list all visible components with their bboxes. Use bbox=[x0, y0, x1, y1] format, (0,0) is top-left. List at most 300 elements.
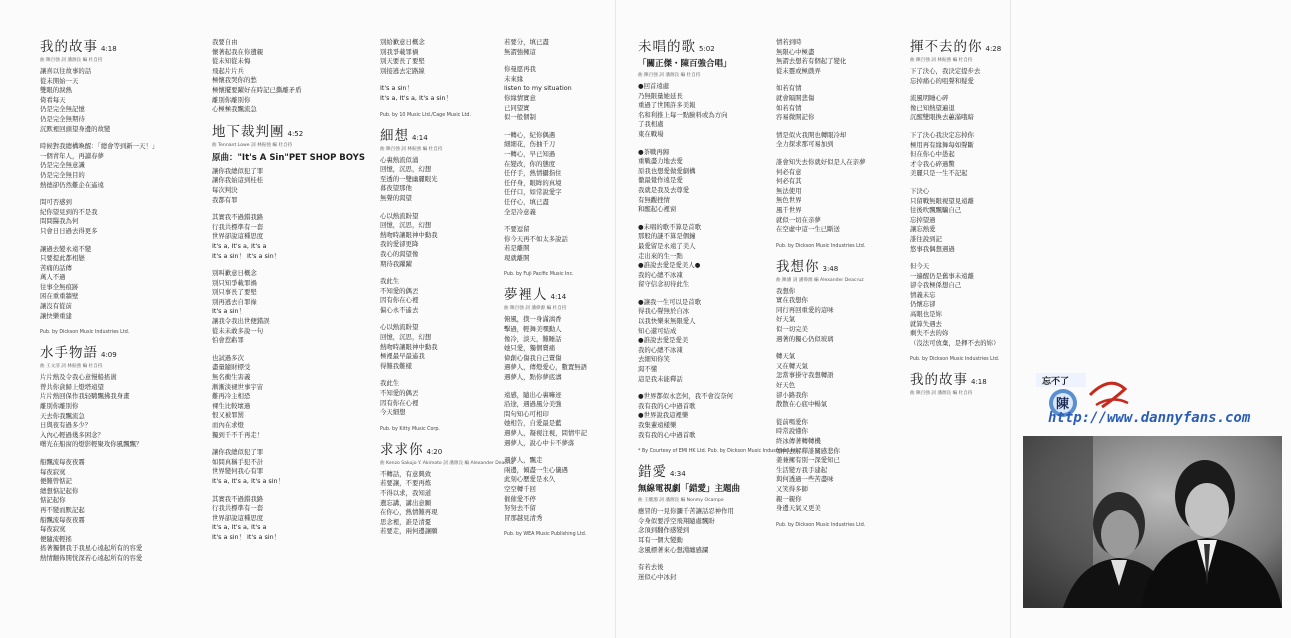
lyric-line: 親一親你 bbox=[776, 494, 802, 503]
lyric-line: 了我相處 bbox=[638, 120, 664, 129]
song-subtitle: 原曲："It's A Sin"PET SHOP BOYS bbox=[212, 152, 365, 163]
lyric-line: 俯風，撲一身滿漓香 bbox=[504, 315, 562, 324]
lyric-line: 總想惦記起你 bbox=[40, 486, 79, 495]
lyric-line: 遺忘講，講出意願 bbox=[380, 498, 432, 507]
lyric-line: 紀你望見到的不是我 bbox=[40, 207, 98, 216]
lyric-line: 無名衝生害義 bbox=[212, 373, 251, 382]
lyric-stanza bbox=[776, 158, 894, 235]
lyric-line: 與何透過一些苦盡味 bbox=[776, 475, 834, 484]
lyric-line: 姜兼擁有別一深愛知已 bbox=[776, 456, 840, 465]
lyric-line: 才令我心碎過驚 bbox=[910, 159, 955, 168]
lyric-line: 極懷擺要躍好在時記已撕離矛盾 bbox=[212, 85, 302, 94]
lyric-line: 此刻心歷愛是永久 bbox=[504, 475, 556, 484]
lyric-stanza bbox=[380, 379, 498, 417]
lyric-line: 偏心永不遙去 bbox=[380, 305, 419, 314]
lyrics-column-4 bbox=[504, 38, 622, 546]
lyric-line: 再不變而默記起 bbox=[40, 505, 85, 514]
logo-text: 忘不了 bbox=[1042, 377, 1070, 387]
lyric-line: 空空轉千回 bbox=[504, 484, 536, 493]
lyric-line: 我都有罪 bbox=[212, 195, 238, 204]
lyric-line: 最愛留是永遠了美人 bbox=[638, 241, 696, 250]
lyric-line: ●回首遠處 bbox=[638, 82, 670, 90]
lyric-line: 我就是我及去尊愛 bbox=[638, 185, 690, 194]
lyric-line: 就似一切在亲夢 bbox=[776, 215, 821, 224]
lyric-line: 她相告，自愛最是藍 bbox=[504, 419, 562, 428]
lyric-line: 只要提此都相戀 bbox=[40, 254, 85, 263]
lyric-line: 重戰盡力地去愛 bbox=[638, 157, 683, 166]
lyric-line: 誰往說到記 bbox=[910, 234, 942, 243]
song-block bbox=[504, 38, 622, 278]
lyric-line: 沿途，遇過風分美強 bbox=[504, 400, 562, 409]
lyric-line: （沒法可放棄，是揮不去的妳） bbox=[910, 338, 1000, 347]
lyric-line: 那般的謎不算是個鐘 bbox=[638, 232, 696, 241]
lyric-stanza bbox=[380, 470, 498, 537]
lyric-line: 似一切完美 bbox=[776, 325, 808, 334]
lyric-line: 留守信念初待此生 bbox=[638, 280, 690, 289]
lyric-line: 任仔心，填已盡 bbox=[504, 197, 549, 206]
lyric-line: It's a sin！ bbox=[380, 84, 414, 93]
song-title-text: 我的故事 bbox=[40, 39, 98, 55]
lyric-line: 仍懷忘卻 bbox=[910, 300, 936, 309]
lyric-line: 任仔身，眼眸的真境 bbox=[504, 178, 562, 187]
song-credits: 曲 王醒鴻 詞 潘源良 編 Nonmy Ocampo bbox=[638, 498, 724, 504]
lyric-line: 熱德卻仍然難企在遙遠 bbox=[40, 180, 104, 189]
lyric-line: 全力探求那可易加到 bbox=[776, 140, 834, 149]
lyric-line: It's a sin！ bbox=[212, 307, 246, 316]
lyric-line: 遇夢人，凝視注視，問情牢記 bbox=[504, 429, 588, 437]
lyric-line: 仍是完全無意識 bbox=[40, 161, 85, 170]
lyric-line: 讓我令我出世便錯誤 bbox=[212, 317, 270, 326]
lyric-line: 全是冷意義 bbox=[504, 207, 536, 216]
lyric-line: 遇夢人，傳燈愛心，數置無語 bbox=[504, 363, 588, 372]
song-block bbox=[638, 463, 756, 582]
lyric-line: 但今天 bbox=[910, 262, 930, 271]
song-title-text: 錯愛 bbox=[638, 464, 667, 481]
lyric-line: 已同望實 bbox=[504, 103, 530, 112]
song-block bbox=[776, 258, 894, 529]
lyric-line: 悠事我偶想遇過 bbox=[910, 244, 955, 253]
lyric-line: 行我共標準有一套 bbox=[212, 222, 264, 231]
lyric-line: 若是離開 bbox=[504, 244, 530, 253]
song-title bbox=[40, 344, 158, 364]
lyric-line: 冒那越見清秀 bbox=[504, 513, 543, 522]
lyric-line: 心極極我飄流急 bbox=[212, 105, 257, 114]
lyric-line: 如若有情 bbox=[776, 84, 802, 93]
lyric-line: 其實我不過錯我路 bbox=[212, 213, 264, 222]
lyric-line: 盡量隨財標受 bbox=[212, 363, 251, 372]
song-duration: 4:14 bbox=[412, 133, 428, 142]
lyric-stanza bbox=[380, 38, 498, 76]
lyric-line: 下了決心我決定忘掉你 bbox=[910, 130, 974, 139]
lyric-line: It's a, It's a, It's a bbox=[212, 523, 267, 532]
lyric-line: It's a, It's a, It's a sin！ bbox=[212, 476, 284, 485]
lyric-line: 只會日日過去得更多 bbox=[40, 226, 98, 235]
song-block bbox=[910, 38, 1028, 363]
lyric-line: 卻令我極係想自己 bbox=[910, 281, 962, 290]
lyric-line: ●誰說去愛是愛美 bbox=[638, 336, 689, 345]
lyric-line: 苦痛的話傳 bbox=[40, 263, 72, 272]
lyric-stanza bbox=[504, 131, 622, 217]
lyric-line: 情義未忘 bbox=[910, 290, 936, 299]
lyrics-column-7 bbox=[910, 38, 1028, 405]
lyric-line: 同行再回重愛的這味 bbox=[776, 305, 834, 314]
lyric-stanza bbox=[910, 187, 1028, 254]
lyric-line: 也試過多次 bbox=[212, 353, 244, 362]
lyric-line: 我的心總不冰凍 bbox=[638, 345, 683, 354]
lyric-line: 困在重重牆壁 bbox=[40, 292, 79, 301]
lyric-line: 我此生 bbox=[380, 277, 400, 286]
publisher-credit: Pub. by Kitty Music Corp. bbox=[380, 426, 440, 432]
lyric-line: 問句知心可相印 bbox=[504, 409, 549, 418]
lyric-stanza bbox=[212, 495, 330, 543]
song-title-text: 地下裁判團 bbox=[212, 123, 285, 140]
lyric-line: 散散在心底中暢氣 bbox=[776, 400, 828, 409]
lyric-line: 又笑得多師 bbox=[776, 484, 808, 493]
lyric-line: 讓快樂重建 bbox=[40, 311, 72, 320]
lyric-line: ●茶戰再歸 bbox=[638, 147, 670, 156]
lyric-line: 搖著獨個我于我星心遠起所有的容愛 bbox=[40, 544, 143, 553]
lyric-line: 思念裡，誰是清憂 bbox=[380, 517, 432, 526]
lyric-line: 每次判決 bbox=[212, 185, 238, 194]
lyric-line: 行我共標準有一套 bbox=[212, 504, 264, 513]
song-duration: 4:18 bbox=[971, 378, 987, 387]
lyric-line: 別叫歉意日概念 bbox=[212, 269, 257, 278]
song-title bbox=[776, 258, 894, 278]
lyric-line: 美麗只是一生不記起 bbox=[910, 169, 968, 178]
lyric-line: 無聲的渴望 bbox=[380, 193, 412, 202]
lyric-stanza bbox=[910, 262, 1028, 348]
lyric-stanza bbox=[910, 67, 1028, 86]
lyric-line: 何必有其 bbox=[776, 177, 802, 186]
song-title-text: 求求你 bbox=[380, 441, 424, 458]
lyric-line: 努努去不留 bbox=[504, 504, 536, 513]
lyric-line: 問問醫我為何 bbox=[40, 217, 79, 226]
lyric-stanza bbox=[638, 298, 756, 384]
lyric-line: 在你心，熱情難再現 bbox=[380, 508, 438, 517]
lyric-stanza bbox=[776, 38, 894, 76]
lyric-line: 有若去後 bbox=[638, 563, 664, 572]
publisher-credit: Pub. by Dickson Music Industries Ltd. bbox=[40, 330, 130, 336]
lyric-line: 曾共你貪歸上燈塔遠望 bbox=[40, 382, 104, 391]
lyric-line: 便隨流輕搖 bbox=[40, 534, 72, 543]
lyric-line: 極懷我哭你的愁 bbox=[212, 76, 257, 85]
song-credits: 曲 陳百強 詞 潘源良 編 杜自持 bbox=[638, 73, 701, 78]
lyric-stanza bbox=[638, 563, 756, 582]
song-title-text: 我想你 bbox=[776, 258, 820, 275]
lyric-stanza bbox=[504, 225, 622, 263]
lyric-line: 別只事長了要堅 bbox=[212, 288, 257, 297]
lyric-line: 沉醒雙眼換去蕙滿哦暗 bbox=[910, 113, 974, 122]
lyric-line: 你緣情實意 bbox=[504, 93, 536, 102]
song-block bbox=[40, 38, 158, 336]
lyric-line: 至透的一雙幽麗眼光 bbox=[380, 174, 438, 183]
lyric-line: 曙光在船窗的燈影輕聚攻你風飄飄？ bbox=[40, 440, 143, 449]
lyric-stanza bbox=[910, 94, 1028, 123]
lyric-line: It's a sin！ It's a sin！ bbox=[212, 251, 281, 260]
song-credits: 曲 Kenzo Sakujo Y. Akimoto 詞 潘源良 編 Alexander Deacruz bbox=[380, 460, 515, 466]
website-url[interactable]: http://www.dannyfans.com bbox=[1048, 410, 1251, 426]
lyric-line: 乃無限量她延長 bbox=[638, 91, 683, 100]
lyric-line: ●未唱的歌不算是首歌 bbox=[638, 222, 702, 231]
lyric-line: 剩失不去的妳 bbox=[910, 329, 949, 338]
lyrics-column-2 bbox=[212, 38, 365, 551]
lyric-line: 好天氣 bbox=[776, 315, 796, 324]
lyrics-column-1 bbox=[40, 38, 158, 572]
song-credits: 曲 Tennant Lowe 詞 林振強 編 杜自持 bbox=[212, 142, 293, 148]
lyric-line: 有無觀挫情 bbox=[638, 195, 670, 204]
song-title bbox=[40, 38, 158, 58]
song-duration: 4:34 bbox=[670, 470, 686, 479]
lyric-stanza bbox=[638, 507, 756, 555]
lyric-line: 不轉話，有意興致 bbox=[380, 469, 432, 478]
lyric-line: 世界卻說這種思度 bbox=[212, 513, 264, 522]
lyric-line: 重過了世開許多美報 bbox=[638, 101, 696, 110]
lyric-line: 暮夜望那他 bbox=[380, 184, 412, 193]
lyric-line: 讓你我始這到桂桂 bbox=[212, 176, 264, 185]
song-duration: 4:09 bbox=[101, 351, 117, 360]
lyric-stanza bbox=[380, 323, 498, 371]
lyric-line: 無限心中極盡 bbox=[776, 47, 815, 56]
lyric-stanza bbox=[504, 391, 622, 449]
lyric-line: 仍是完全無期待 bbox=[40, 114, 85, 123]
lyric-line: 惦記起你 bbox=[40, 496, 66, 505]
lyric-line: 心以熱流盼望 bbox=[380, 211, 419, 220]
lyric-stanza bbox=[380, 277, 498, 315]
lyric-line: 讓你我總似犯了罪 bbox=[212, 448, 264, 457]
lyric-line: 熱情翻佈開恍深若心遠起所有的容愛 bbox=[40, 553, 143, 562]
lyric-line: 生活變方我手建起 bbox=[776, 465, 828, 474]
lyric-line: 你曼愿再我 bbox=[504, 65, 536, 74]
song-title-text: 未唱的歌 bbox=[638, 39, 696, 55]
lyric-line: 從前嗎愛你 bbox=[776, 417, 808, 426]
lyric-line: listen to my situation bbox=[504, 84, 572, 93]
lyric-line: 讓過去變永遠不變 bbox=[40, 244, 92, 253]
lyric-line: 偉創心傷我自己賣傷 bbox=[504, 353, 562, 362]
lyric-line: 就會隔開悲傷 bbox=[776, 93, 815, 102]
lyric-stanza bbox=[40, 245, 158, 322]
song-credits: 曲 陳百強 詞 潘源良 編 杜自持 bbox=[40, 58, 103, 63]
lyric-line: 仍是完全無目的 bbox=[40, 170, 85, 179]
song-block bbox=[212, 38, 330, 115]
lyric-line: 就算失遇去 bbox=[910, 319, 942, 328]
lyric-line: 世界變何我心有罪 bbox=[212, 467, 264, 476]
song-duration: 3:48 bbox=[822, 264, 839, 273]
lyric-line: 不要逗留 bbox=[504, 225, 530, 234]
lyric-line: 現就離開 bbox=[504, 253, 530, 262]
lyric-line: 從未知從未悔 bbox=[212, 57, 251, 66]
song-credits: 曲 陳百強 詞 林振強 編 杜自持 bbox=[380, 146, 443, 152]
lyric-line: 世界卻說這種思度 bbox=[212, 232, 264, 241]
lyric-line: 如何去解釋誰關感悲你 bbox=[776, 446, 840, 455]
lyric-line: 一遍醒仍是舊事未遠離 bbox=[910, 271, 974, 280]
lyric-stanza bbox=[380, 84, 498, 103]
lyric-line: 我有我的心中過首歌 bbox=[638, 430, 696, 439]
lyric-line: 念頂到翻作感變到 bbox=[638, 526, 690, 535]
publisher-credit: Pub. by 10 Music Ltd./Cage Music Ltd. bbox=[380, 112, 471, 118]
lyric-line: 徹最覺作遠是愛 bbox=[638, 176, 683, 185]
lyric-line: 我此生 bbox=[380, 379, 400, 388]
lyric-line: 原我也想愛做愛劇構 bbox=[638, 166, 696, 175]
lyric-stanza bbox=[504, 65, 622, 123]
lyric-line: 去細知你笑 bbox=[638, 355, 670, 364]
lyric-line: 名和利推上每一點臉料或為方向 bbox=[638, 110, 728, 119]
lyric-line: 讓喜以往故事的話 bbox=[40, 67, 92, 75]
lyric-line: 不得以求，我知道 bbox=[380, 489, 432, 497]
lyric-line: 遇夢人，點你夢底濤 bbox=[504, 373, 562, 382]
lyric-line: 細細花，伤抽千刀 bbox=[504, 140, 556, 149]
song-duration: 4:52 bbox=[287, 129, 304, 138]
lyric-line: 得難我難樣 bbox=[380, 361, 412, 370]
lyric-stanza bbox=[40, 142, 158, 190]
lyric-line: 從未靈或極戲弄 bbox=[776, 66, 821, 75]
lyric-line: 若要走，兩何邊讓願 bbox=[380, 527, 438, 536]
lyric-line: 離別你離別你 bbox=[212, 95, 251, 104]
lyric-stanza bbox=[638, 223, 756, 290]
song-title bbox=[910, 371, 1028, 391]
lyric-stanza bbox=[40, 373, 158, 450]
lyric-line: 忘掉望過 bbox=[910, 215, 936, 224]
lyric-stanza bbox=[504, 315, 622, 382]
song-duration: 5:02 bbox=[699, 45, 715, 53]
lyric-line: 催催愛不停 bbox=[504, 494, 536, 503]
song-block bbox=[40, 344, 158, 563]
lyric-line: 每夜寂寞 bbox=[40, 525, 66, 534]
lyric-line: 遇夢人，飄走 bbox=[504, 456, 543, 465]
song-title-text: 揮不去的你 bbox=[910, 39, 983, 55]
lyric-line: 若要分，填已盡 bbox=[504, 38, 549, 46]
lyric-line: 今天細想 bbox=[380, 408, 406, 417]
duo-photo bbox=[1023, 436, 1282, 608]
lyric-line: 回憶，沉思，幻想 bbox=[380, 165, 432, 174]
song-credits: 曲 王文清 詞 林振強 編 杜自持 bbox=[40, 364, 103, 370]
song-block bbox=[380, 127, 498, 433]
lyric-line: 在空虛中這一生已斷送 bbox=[776, 225, 840, 234]
publisher-credit: Pub. by WEA Music Publishing Ltd. bbox=[504, 532, 587, 538]
lyric-stanza bbox=[638, 82, 756, 140]
lyric-line: 得我心聲無於自冰 bbox=[638, 307, 690, 316]
lyric-stanza bbox=[212, 213, 330, 261]
lyric-stanza bbox=[212, 448, 330, 486]
song-title bbox=[504, 286, 622, 306]
lyric-line: 萬人不過 bbox=[40, 273, 66, 282]
lyric-line: 如問真稱手犯不計 bbox=[212, 457, 264, 466]
lyric-line: 在變改，你的態度 bbox=[504, 159, 556, 168]
lyric-line: 我集輩遠樣樂 bbox=[638, 421, 677, 429]
lyric-stanza bbox=[40, 458, 158, 564]
song-duration: 4:28 bbox=[985, 45, 1002, 53]
lyric-line: 心裏熱流似涌 bbox=[380, 155, 419, 164]
lyric-line: 因有你在心裡 bbox=[380, 398, 419, 407]
lyric-stanza bbox=[638, 392, 756, 440]
lyric-stanza bbox=[776, 84, 894, 122]
lyric-line: 一個青年人，再讀春夢 bbox=[40, 151, 104, 160]
lyric-line: 極裡最早最遙我 bbox=[380, 352, 425, 361]
lyric-line: 若要讓，不要再炼 bbox=[380, 479, 432, 488]
lyric-line: 知心還可結成 bbox=[638, 326, 677, 335]
lyric-stanza bbox=[504, 38, 622, 57]
lyric-line: 誰會知失去你就好似是人在亲夢 bbox=[776, 157, 866, 166]
lyric-line: 而內在求燈 bbox=[212, 421, 244, 429]
lyric-line: 一轉心，紀你偶遇 bbox=[504, 130, 556, 139]
lyric-line: 如若有情 bbox=[776, 103, 802, 112]
lyric-line: ●世界說我這裡樂 bbox=[638, 411, 689, 420]
song-block bbox=[380, 441, 515, 537]
lyric-line: 遠感，隨出心裏嘛迹 bbox=[504, 390, 562, 399]
lyric-stanza bbox=[380, 212, 498, 270]
lyric-line: ●誰說去愛是愛美人● bbox=[638, 261, 701, 270]
song-block bbox=[380, 38, 498, 119]
lyric-line: 無謂去想若有個起了變化 bbox=[776, 57, 847, 66]
lyric-line: 未來緣 bbox=[504, 74, 524, 83]
lyric-line: 往事全無痕跡 bbox=[40, 282, 79, 291]
publisher-credit: * By Courtesy of EMI HK Ltd. Pub. by Dickson Music Industries Ltd. bbox=[638, 449, 798, 455]
lyric-line: 這是我未能釋話 bbox=[638, 374, 683, 383]
lyric-line: 片片熱及令我心意慢船搖盪 bbox=[40, 373, 117, 382]
song-credits: 曲 陳潘 詞 潘偉源 編 Alexander Deacruz bbox=[776, 277, 864, 283]
lyric-line: 心以熱流盼望 bbox=[380, 323, 419, 332]
lyric-line: 每夜寂寞 bbox=[40, 467, 66, 476]
lyric-line: 兩邊，傾盡一生心儀遇 bbox=[504, 465, 568, 474]
lyric-line: 只留戰無眼視望見遠離 bbox=[910, 196, 974, 205]
song-credits: 曲 陳百強 詞 潘偉源 編 杜自持 bbox=[504, 306, 567, 312]
lyric-line: 渴不懂 bbox=[638, 365, 658, 374]
lyric-line: ●世界都似永恋何，我不會沒奈何 bbox=[638, 392, 734, 401]
lyric-line: 實在我想你 bbox=[776, 296, 808, 305]
song-block bbox=[910, 371, 1028, 397]
lyric-line: 入內心輕過幾多困念？ bbox=[40, 430, 104, 439]
lyric-stanza bbox=[910, 131, 1028, 179]
lyric-line: 片片熱回保作我轻騁飄拂我身畫 bbox=[40, 392, 130, 401]
lyric-line: 像已知熱望遍退 bbox=[910, 103, 955, 112]
lyric-line: 風千世界 bbox=[776, 205, 802, 214]
publisher-credit: Pub. by Dickson Music Industries Ltd. bbox=[776, 522, 866, 528]
lyric-line: 船飄流每夜夜霧 bbox=[40, 458, 85, 466]
lyric-line: 讓沒有從前 bbox=[40, 302, 72, 311]
song-duration: 4:18 bbox=[101, 45, 117, 53]
lyric-line: 無謂強擁這 bbox=[504, 47, 536, 56]
lyric-stanza bbox=[776, 287, 894, 345]
lyric-line: 別只知爭載罪禍 bbox=[212, 278, 257, 287]
lyric-stanza bbox=[504, 456, 622, 523]
lyric-line: 高眼也是妳 bbox=[910, 310, 942, 319]
lyric-line: 我想你 bbox=[776, 286, 796, 295]
lyric-line: 飛起片片兵 bbox=[212, 66, 244, 75]
song-title bbox=[380, 127, 498, 147]
lyric-line: 熱吻時讓眼神中動我 bbox=[380, 342, 438, 351]
lyric-line: 回憶，沉思，幻想 bbox=[380, 221, 432, 230]
lyric-line: 離別你離別你 bbox=[40, 402, 79, 411]
song-block bbox=[504, 286, 622, 538]
lyric-line: 遇夢人，說心中卡不夢落 bbox=[504, 438, 575, 447]
publisher-credit: Pub. by Fuji Pacific Music Inc. bbox=[504, 272, 574, 278]
lyric-stanza bbox=[776, 131, 894, 150]
song-title bbox=[638, 463, 756, 483]
lyric-line: 她只愛，獨個賣痛 bbox=[504, 344, 556, 353]
lyric-line: 怕會惹虧罪 bbox=[212, 336, 244, 345]
lyric-line: 別再逃去自罪祿 bbox=[212, 297, 257, 306]
lyric-stanza bbox=[212, 269, 330, 346]
lyric-line: 仍是完全無記憶 bbox=[40, 105, 85, 114]
lyric-line: 從未開始一天 bbox=[40, 76, 79, 85]
lyric-line: 但在你心中愚起 bbox=[910, 150, 955, 159]
lyric-line: 我有我的心中過首歌 bbox=[638, 401, 696, 410]
lyric-line: 像冷，淡天，難睡話 bbox=[504, 334, 562, 343]
lyric-line: 其實我不過錯我路 bbox=[212, 494, 264, 503]
lyric-line: 應冒的一見你瀰千苦讓話忍神作用 bbox=[638, 507, 734, 516]
lyric-line: 我要自由 bbox=[212, 38, 238, 46]
lyric-line: 耳有一個大變動 bbox=[638, 535, 683, 544]
lyric-line: 天去你我飄流急 bbox=[40, 411, 85, 420]
